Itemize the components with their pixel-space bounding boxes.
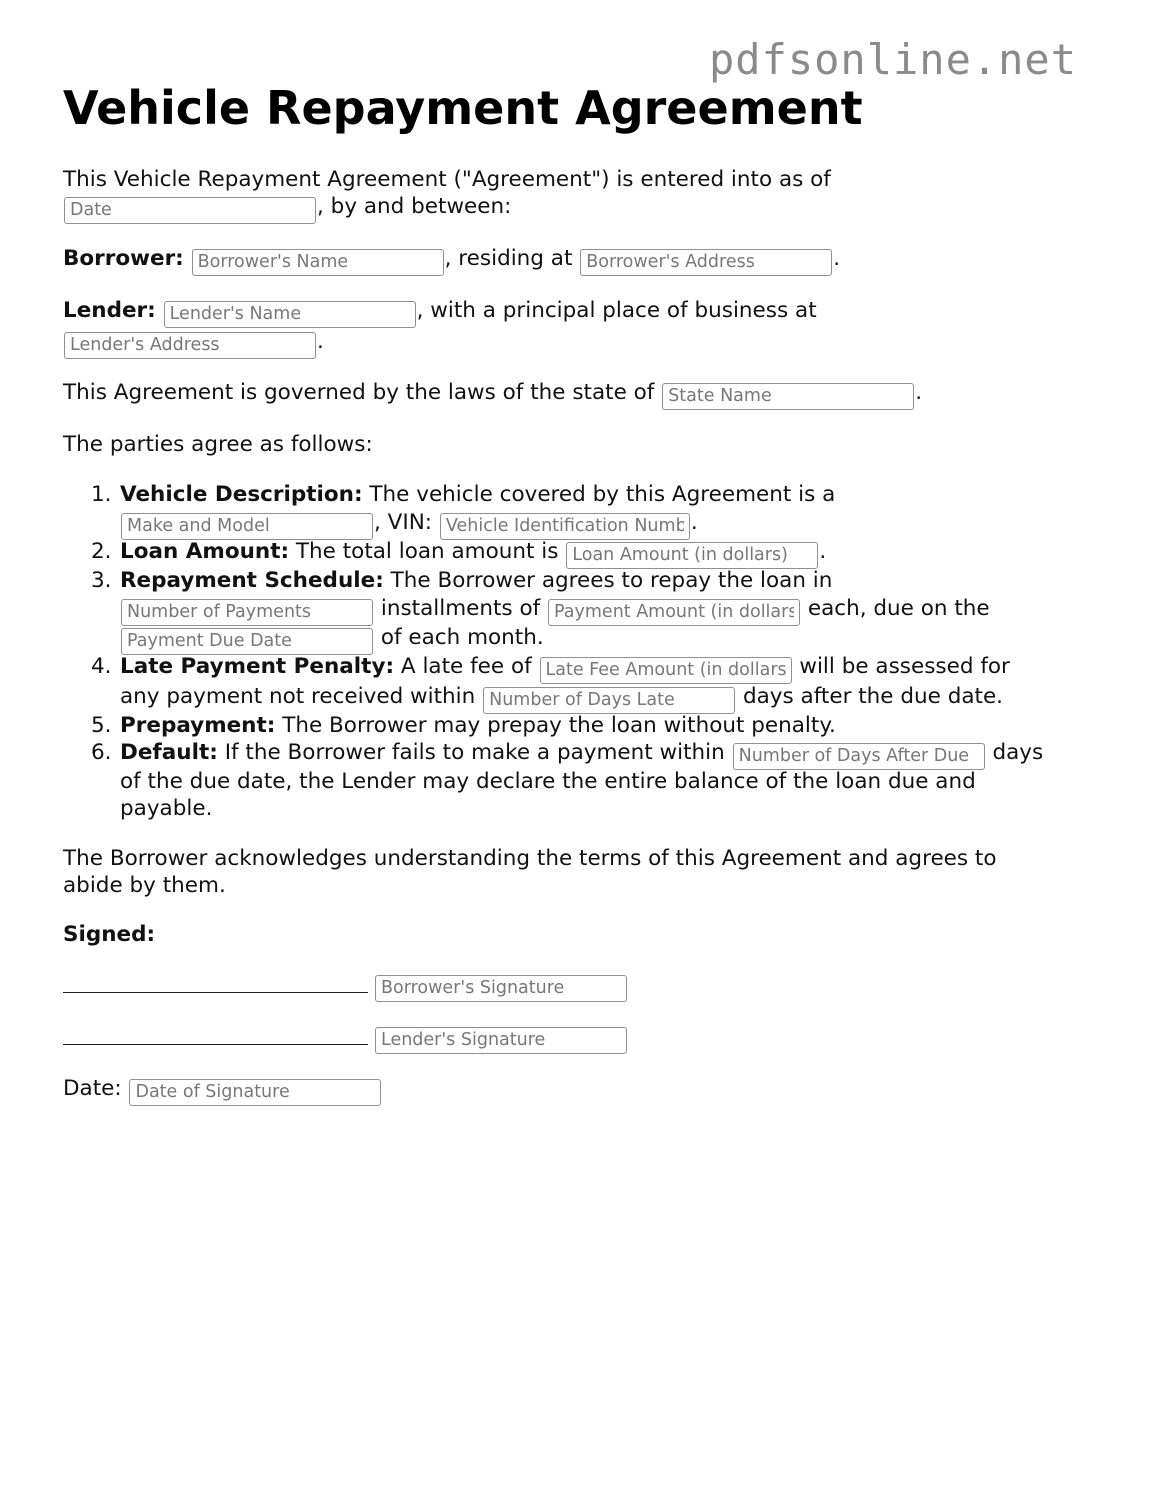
number-of-payments-field[interactable] bbox=[121, 599, 373, 626]
vin-text: , VIN: bbox=[374, 510, 433, 535]
vehicle-line bbox=[120, 480, 835, 510]
prepayment-label: Prepayment: bbox=[120, 713, 276, 738]
intro-date-line bbox=[63, 192, 511, 224]
vehicle-label: Vehicle Description: bbox=[120, 482, 363, 507]
vin-field[interactable] bbox=[440, 513, 690, 540]
payment-due-date-field[interactable] bbox=[121, 628, 373, 655]
agreement-date-field[interactable] bbox=[64, 197, 316, 224]
borrower-address-field[interactable] bbox=[580, 249, 832, 276]
default-line bbox=[120, 738, 1043, 770]
borrower-signature-line bbox=[63, 970, 628, 1002]
default-line2: of the due date, the Lender may declare the entire balance of the loan due and bbox=[120, 769, 976, 794]
intro-line bbox=[63, 165, 831, 195]
late-fee-field[interactable] bbox=[540, 657, 792, 684]
governing-text: This Agreement is governed by the laws of the state of bbox=[63, 380, 655, 405]
date-label: Date: bbox=[63, 1076, 122, 1101]
acknowledgement-line1: The Borrower acknowledges understanding the terms of this Agreement and agrees to bbox=[63, 846, 997, 871]
late-days-line bbox=[120, 682, 1003, 714]
intro-text: This Vehicle Repayment Agreement ("Agreement") is entered into as of bbox=[63, 167, 831, 192]
item-number: 3. bbox=[91, 568, 112, 593]
lender-address-line bbox=[63, 327, 324, 359]
default-days-text: days bbox=[992, 740, 1044, 765]
lender-line bbox=[63, 296, 817, 328]
vehicle-end: . bbox=[690, 510, 698, 535]
month-text: of each month. bbox=[380, 625, 544, 650]
borrower-label: Borrower: bbox=[63, 246, 184, 271]
item-number: 5. bbox=[91, 713, 112, 738]
lender-signature-line bbox=[63, 1022, 628, 1054]
borrower-name-field[interactable] bbox=[192, 249, 444, 276]
each-text: each, due on the bbox=[807, 596, 990, 621]
lender-end: . bbox=[317, 329, 324, 354]
item-number: 6. bbox=[91, 740, 112, 765]
state-name-field[interactable] bbox=[662, 383, 914, 410]
vehicle-fields-line bbox=[120, 508, 698, 540]
signature-rule bbox=[63, 1022, 368, 1045]
lender-address-field[interactable] bbox=[64, 332, 316, 359]
item-number: 2. bbox=[91, 539, 112, 564]
schedule-label: Repayment Schedule: bbox=[120, 568, 384, 593]
borrower-end: . bbox=[833, 246, 841, 271]
payment-amount-field[interactable] bbox=[548, 599, 800, 626]
assessed-text: will be assessed for bbox=[799, 654, 1010, 679]
residing-text: , residing at bbox=[444, 246, 573, 271]
intro-between-text: , by and between: bbox=[317, 194, 512, 219]
acknowledgement-line2: abide by them. bbox=[63, 873, 226, 898]
late-line bbox=[120, 652, 1010, 684]
days-after-due-field[interactable] bbox=[733, 743, 985, 770]
page-title: Vehicle Repayment Agreement bbox=[63, 81, 863, 135]
signature-date-line bbox=[63, 1074, 382, 1106]
prepayment-text: The Borrower may prepay the loan without penalty. bbox=[282, 713, 836, 738]
loan-amount-field[interactable] bbox=[566, 542, 818, 569]
loan-end: . bbox=[819, 539, 827, 564]
borrower-line bbox=[63, 244, 840, 276]
late-text: A late fee of bbox=[400, 654, 532, 679]
schedule-fields-line bbox=[120, 594, 990, 626]
loan-label: Loan Amount: bbox=[120, 539, 290, 564]
signed-label: Signed: bbox=[63, 922, 156, 947]
item-number: 4. bbox=[91, 654, 112, 679]
lender-label: Lender: bbox=[63, 298, 156, 323]
late-line2-text: any payment not received within bbox=[120, 684, 476, 709]
date-of-signature-field[interactable] bbox=[129, 1079, 381, 1106]
governing-line bbox=[63, 378, 922, 410]
installments-text: installments of bbox=[380, 596, 541, 621]
parties-agree: The parties agree as follows: bbox=[63, 432, 373, 457]
governing-end: . bbox=[915, 380, 923, 405]
borrower-signature-field[interactable] bbox=[375, 975, 627, 1002]
lender-name-field[interactable] bbox=[164, 301, 416, 328]
item-number: 1. bbox=[91, 482, 112, 507]
prepayment-line bbox=[120, 711, 836, 741]
business-text: , with a principal place of business at bbox=[416, 298, 817, 323]
schedule-line bbox=[120, 566, 832, 596]
watermark: pdfsonline.net bbox=[709, 35, 1078, 84]
lender-signature-field[interactable] bbox=[375, 1027, 627, 1054]
make-model-field[interactable] bbox=[121, 513, 373, 540]
signed-heading bbox=[63, 920, 155, 950]
late-label: Late Payment Penalty: bbox=[120, 654, 395, 679]
loan-text: The total loan amount is bbox=[295, 539, 559, 564]
days-late-field[interactable] bbox=[483, 687, 735, 714]
default-text: If the Borrower fails to make a payment within bbox=[224, 740, 725, 765]
after-text: days after the due date. bbox=[742, 684, 1004, 709]
signature-rule bbox=[63, 970, 368, 993]
default-label: Default: bbox=[120, 740, 218, 765]
vehicle-text: The vehicle covered by this Agreement is a bbox=[369, 482, 836, 507]
default-line3: payable. bbox=[120, 796, 213, 821]
schedule-due-line bbox=[120, 623, 544, 655]
loan-line bbox=[120, 537, 826, 569]
schedule-text: The Borrower agrees to repay the loan in bbox=[390, 568, 833, 593]
